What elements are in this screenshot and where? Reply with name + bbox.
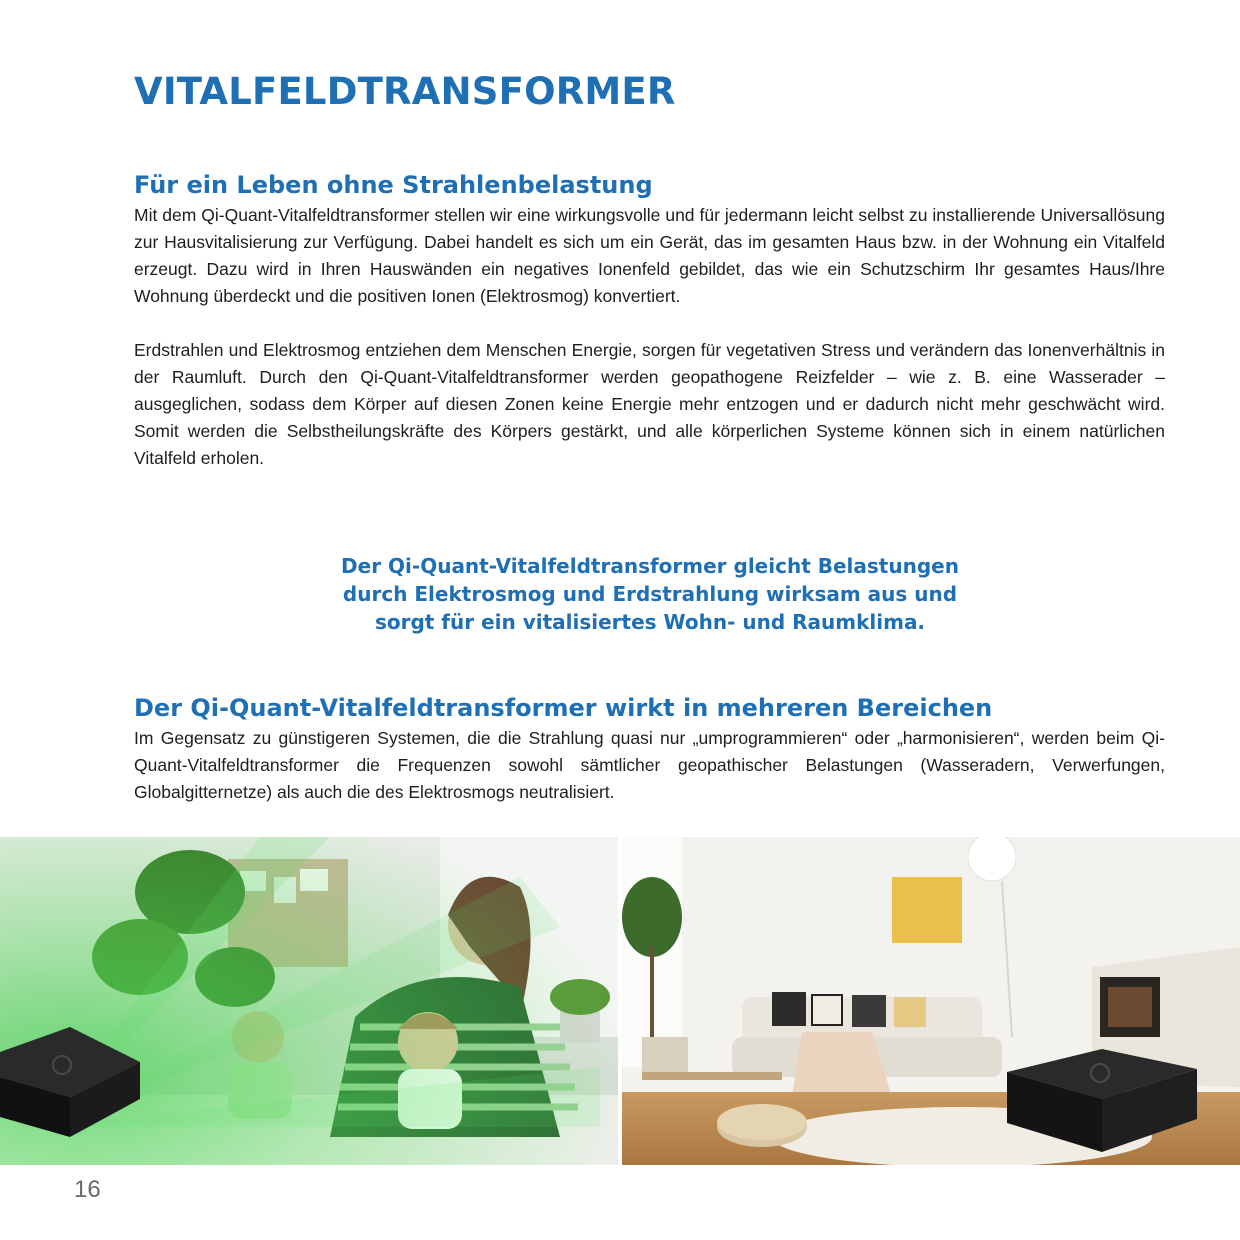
- photo-living-room: [622, 837, 1240, 1165]
- highlight-line: sorgt für ein vitalisiertes Wohn- und Raumklima.: [374, 610, 926, 634]
- highlight-line: Der Qi-Quant-Vitalfeldtransformer gleicht Belastungen: [341, 554, 959, 578]
- section-bereiche: [134, 693, 1165, 806]
- body-paragraph: Erdstrahlen und Elektrosmog entziehen dem Menschen Energie, sorgen für vegetativen Stress und verändern das Ionenverhältnis in der Raumluft. Durch den Qi-Quant-Vitalfeldtransformer werden geopathogene Reizfelder – wie z. B. eine Wasserader – ausgeglichen, sodass dem Körper auf diesen Zonen keine Energie mehr entzogen und er dadurch nicht mehr geschwächt wird. Somit werden die Selbstheilungskräfte des Körpers gestärkt, und alle körperlichen Systeme können sich in einem natürlichen Vitalfeld erholen.: [134, 340, 1165, 468]
- highlight-line: durch Elektrosmog und Erdstrahlung wirksam aus und: [342, 582, 958, 606]
- highlight-quote: [300, 552, 1000, 636]
- section-heading: Der Qi-Quant-Vitalfeldtransformer wirkt in mehreren Bereichen: [134, 694, 993, 722]
- photo-family-vitalfield: [0, 837, 618, 1165]
- page-number: 16: [74, 1176, 101, 1203]
- body-paragraph: Im Gegensatz zu günstigeren Systemen, die die Strahlung quasi nur „umprogrammieren“ oder „harmonisieren“, werden beim Qi-Quant-Vitalfeldtransformer die Frequenzen sowohl sämtlicher geopathischer Belastungen (Wasseradern, Verwerfungen, Globalgitternetze) als auch die des Elektrosmogs neutralisiert.: [134, 728, 1165, 802]
- section-strahlenbelastung: [134, 170, 1165, 472]
- section-heading: Für ein Leben ohne Strahlenbelastung: [134, 171, 653, 199]
- body-paragraph: Mit dem Qi-Quant-Vitalfeldtransformer stellen wir eine wirkungsvolle und für jedermann leicht selbst zu installierende Universallösung zur Hausvitalisierung zur Verfügung. Dabei handelt es sich um ein Gerät, das im gesamten Haus bzw. in der Wohnung ein Vitalfeld erzeugt. Dazu wird in Ihren Hauswänden ein negatives Ionenfeld gebildet, das wie ein Schutzschirm Ihr gesamtes Haus/Ihre Wohnung überdeckt und die positiven Ionen (Elektrosmog) konvertiert.: [134, 205, 1165, 306]
- page-title: VITALFELDTRANSFORMER: [134, 70, 676, 113]
